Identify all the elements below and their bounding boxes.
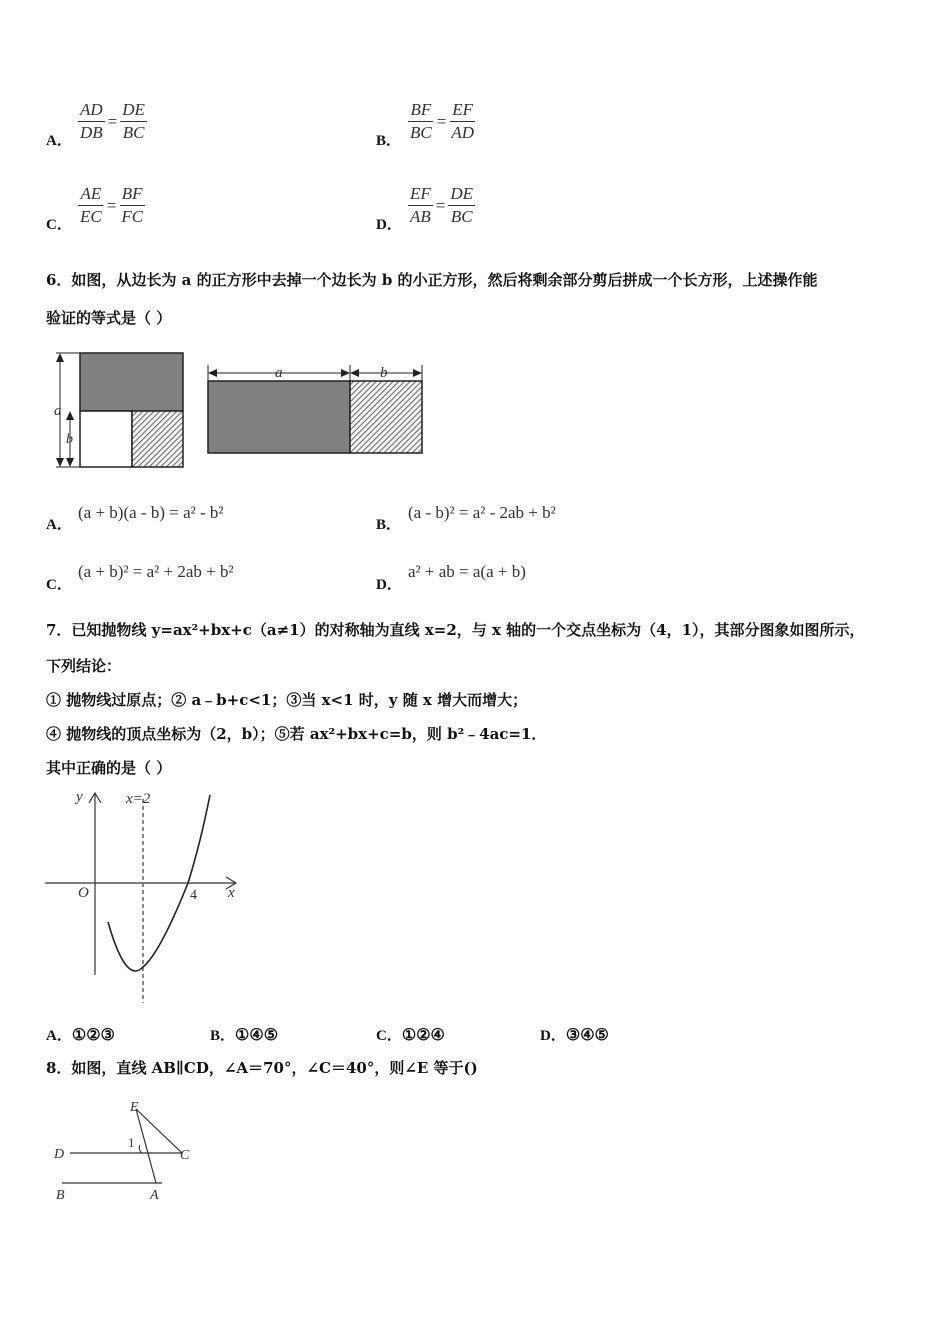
q7-text-line5: 其中正确的是（ ） xyxy=(46,759,172,777)
q6-right-label-a: a xyxy=(275,365,283,381)
q7-option-b[interactable] xyxy=(210,1024,278,1045)
q5-d-lhs-num: EF xyxy=(408,184,433,206)
q5-d-rhs-num: DE xyxy=(448,184,475,206)
q7-option-a-text: ①②③ xyxy=(71,1025,115,1044)
q5-c-rhs-num: BF xyxy=(120,184,145,206)
q5-option-b-formula xyxy=(408,100,476,143)
q5-option-b-label[interactable]: B． xyxy=(376,133,402,149)
q8-angle-1-arc xyxy=(139,1145,142,1153)
q7-option-a[interactable] xyxy=(46,1024,115,1045)
q7-option-d-label: D． xyxy=(540,1028,566,1044)
q6-right-label-b: b xyxy=(380,365,388,381)
q5-d-lhs-den: AB xyxy=(410,207,431,226)
q7-option-a-label: A． xyxy=(46,1028,72,1044)
q8-segment-ea xyxy=(136,1109,156,1183)
q5-a-rhs-den: BC xyxy=(122,123,145,142)
q5-option-c-formula xyxy=(78,184,145,227)
q8-label-d: D xyxy=(54,1147,65,1162)
q6-left-white-region xyxy=(80,411,132,467)
q5-b-lhs-num: BF xyxy=(408,100,433,122)
q7-text-line1: 7．已知抛物线 y=ax²+bx+c（a≠1）的对称轴为直线 x=2，与 x 轴的一个交点坐标为（4，1），其部分图象如图所示， xyxy=(46,621,865,639)
q7-parabola-graph xyxy=(40,785,250,1007)
q5-a-lhs-num: AD xyxy=(78,100,105,122)
q5-option-a-formula xyxy=(78,100,147,143)
q7-y-label: y xyxy=(76,789,83,805)
q6-option-d-expr: a² + ab = a(a + b) xyxy=(408,562,526,581)
q8-text-line1: 8．如图，直线 AB∥CD，∠A＝70°，∠C＝40°，则∠E 等于() xyxy=(46,1059,478,1077)
q5-c-rhs-den: FC xyxy=(121,207,144,226)
q5-option-d-label[interactable]: D． xyxy=(376,217,402,233)
q8-label-a: A xyxy=(150,1188,159,1203)
q8-label-c: C xyxy=(180,1148,190,1163)
q5-b-rhs-den: AD xyxy=(451,123,474,142)
q7-origin-label: O xyxy=(78,885,89,901)
q5-option-a-label[interactable]: A． xyxy=(46,133,72,149)
q5-c-eq: = xyxy=(106,195,117,215)
q7-option-c[interactable] xyxy=(376,1024,445,1045)
q7-text-line2: 下列结论： xyxy=(46,657,122,675)
q5-option-c-label[interactable]: C． xyxy=(46,217,72,233)
q6-right-gray-region xyxy=(208,381,350,453)
q6-figure xyxy=(50,345,430,473)
q7-axis-label: x=2 xyxy=(126,791,151,807)
q6-left-label-a: a xyxy=(54,403,62,419)
q6-right-hatched-region xyxy=(350,381,422,453)
q5-option-d-formula xyxy=(408,184,475,227)
q7-text-line3: ① 抛物线过原点；② a﹣b+c<1；③当 x<1 时，y 随 x 增大而增大； xyxy=(46,691,528,709)
q6-text-line2: 验证的等式是（ ） xyxy=(46,309,172,327)
q6-option-c-label[interactable]: C． xyxy=(46,577,72,593)
q7-option-b-text: ①④⑤ xyxy=(235,1025,279,1044)
q5-b-lhs-den: BC xyxy=(410,123,432,142)
q6-text-line1: 6．如图，从边长为 a 的正方形中去掉一个边长为 b 的小正方形，然后将剩余部分剪后拼成一个长方形，上述操作能 xyxy=(46,271,818,289)
q5-c-lhs-den: EC xyxy=(80,207,102,226)
q5-a-eq: = xyxy=(107,111,118,131)
q5-a-lhs-den: DB xyxy=(80,123,103,142)
q5-d-rhs-den: BC xyxy=(450,207,473,226)
q5-d-eq: = xyxy=(435,195,446,215)
q6-left-hatched-square xyxy=(132,411,183,467)
q8-segment-ec xyxy=(136,1109,182,1153)
q7-option-d[interactable] xyxy=(540,1024,609,1045)
q6-left-gray-region xyxy=(80,353,183,411)
q8-label-b: B xyxy=(56,1188,65,1203)
q5-a-rhs-num: DE xyxy=(120,100,147,122)
q6-option-b-expr: (a - b)² = a² - 2ab + b² xyxy=(408,503,556,522)
q6-option-a-expr: (a + b)(a - b) = a² - b² xyxy=(78,503,224,522)
q7-x-label: x xyxy=(228,885,235,901)
q7-tick-4: 4 xyxy=(190,888,197,903)
q6-left-label-b: b xyxy=(66,432,73,447)
q7-option-b-label: B． xyxy=(210,1028,236,1044)
q6-option-c-expr: (a + b)² = a² + 2ab + b² xyxy=(78,562,234,581)
q8-figure xyxy=(50,1095,210,1205)
q6-option-b-label[interactable]: B． xyxy=(376,517,402,533)
q5-c-lhs-num: AE xyxy=(78,184,103,206)
q6-option-d-label[interactable]: D． xyxy=(376,577,402,593)
q7-option-c-label: C． xyxy=(376,1028,402,1044)
q6-option-a-label[interactable]: A． xyxy=(46,517,72,533)
q7-option-d-text: ③④⑤ xyxy=(565,1025,609,1044)
q7-text-line4: ④ 抛物线的顶点坐标为（2，b）；⑤若 ax²+bx+c=b，则 b²﹣4ac=1． xyxy=(46,725,547,743)
q5-b-eq: = xyxy=(436,111,447,131)
q8-label-e: E xyxy=(130,1100,139,1115)
q7-option-c-text: ①②④ xyxy=(401,1025,445,1044)
q8-label-1: 1 xyxy=(128,1135,135,1150)
q5-b-rhs-num: EF xyxy=(450,100,475,122)
